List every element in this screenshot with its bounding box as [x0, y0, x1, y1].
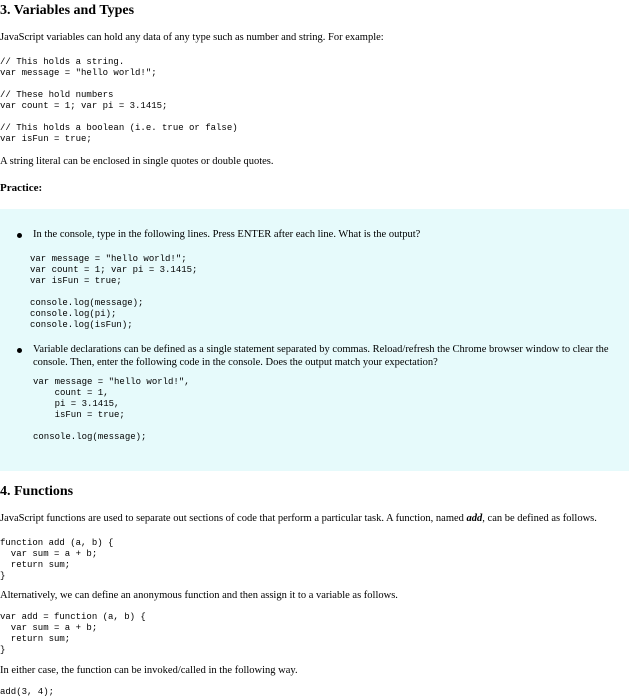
bullet-marker — [17, 233, 22, 238]
practice-label: Practice: — [0, 182, 43, 194]
variables-code-block: // This holds a string. var message = "hello world!"; // These hold numbers var count = 1; var pi = 3.1415; // This holds a boolean (i.e. true or false) var isFun = true; — [0, 57, 238, 144]
string-literal-note: A string literal can be enclosed in single quotes or double quotes. — [0, 156, 274, 167]
bullet-marker — [17, 348, 22, 353]
section-heading-functions: 4. Functions — [0, 484, 74, 499]
function-declaration-code: function add (a, b) { var sum = a + b; return sum; } — [0, 538, 114, 581]
functions-intro: JavaScript functions are used to separate out sections of code that perform a particular task. A function, named add, can be defined as follows. — [0, 513, 597, 524]
section-heading-variables: 3. Variables and Types — [0, 3, 135, 18]
practice-item-2-code: var message = "hello world!", count = 1, pi = 3.1415, isFun = true; console.log(message); — [33, 377, 190, 442]
variables-intro: JavaScript variables can hold any data of any type such as number and string. For example: — [0, 32, 384, 43]
practice-item-1-text: In the console, type in the following lines. Press ENTER after each line. What is the output? — [33, 229, 421, 240]
practice-panel — [0, 209, 629, 471]
practice-item-1-code: var message = "hello world!"; var count = 1; var pi = 3.1415; var isFun = true; console.log(message); console.log(pi); console.log(isFun); — [30, 254, 198, 330]
invocation-code: add(3, 4); — [0, 687, 55, 697]
practice-item-2-text: Variable declarations can be defined as a single statement separated by commas. Reload/refresh the Chrome browser window to clear the console. Then, enter the following code in the console. Does the output match your expectation? — [33, 344, 609, 368]
anonymous-function-code: var add = function (a, b) { var sum = a + b; return sum; } — [0, 612, 146, 655]
function-name-add: add — [466, 513, 483, 524]
invocation-text: In either case, the function can be invoked/called in the following way. — [0, 665, 298, 676]
anonymous-function-text: Alternatively, we can define an anonymous function and then assign it to a variable as follows. — [0, 590, 398, 601]
